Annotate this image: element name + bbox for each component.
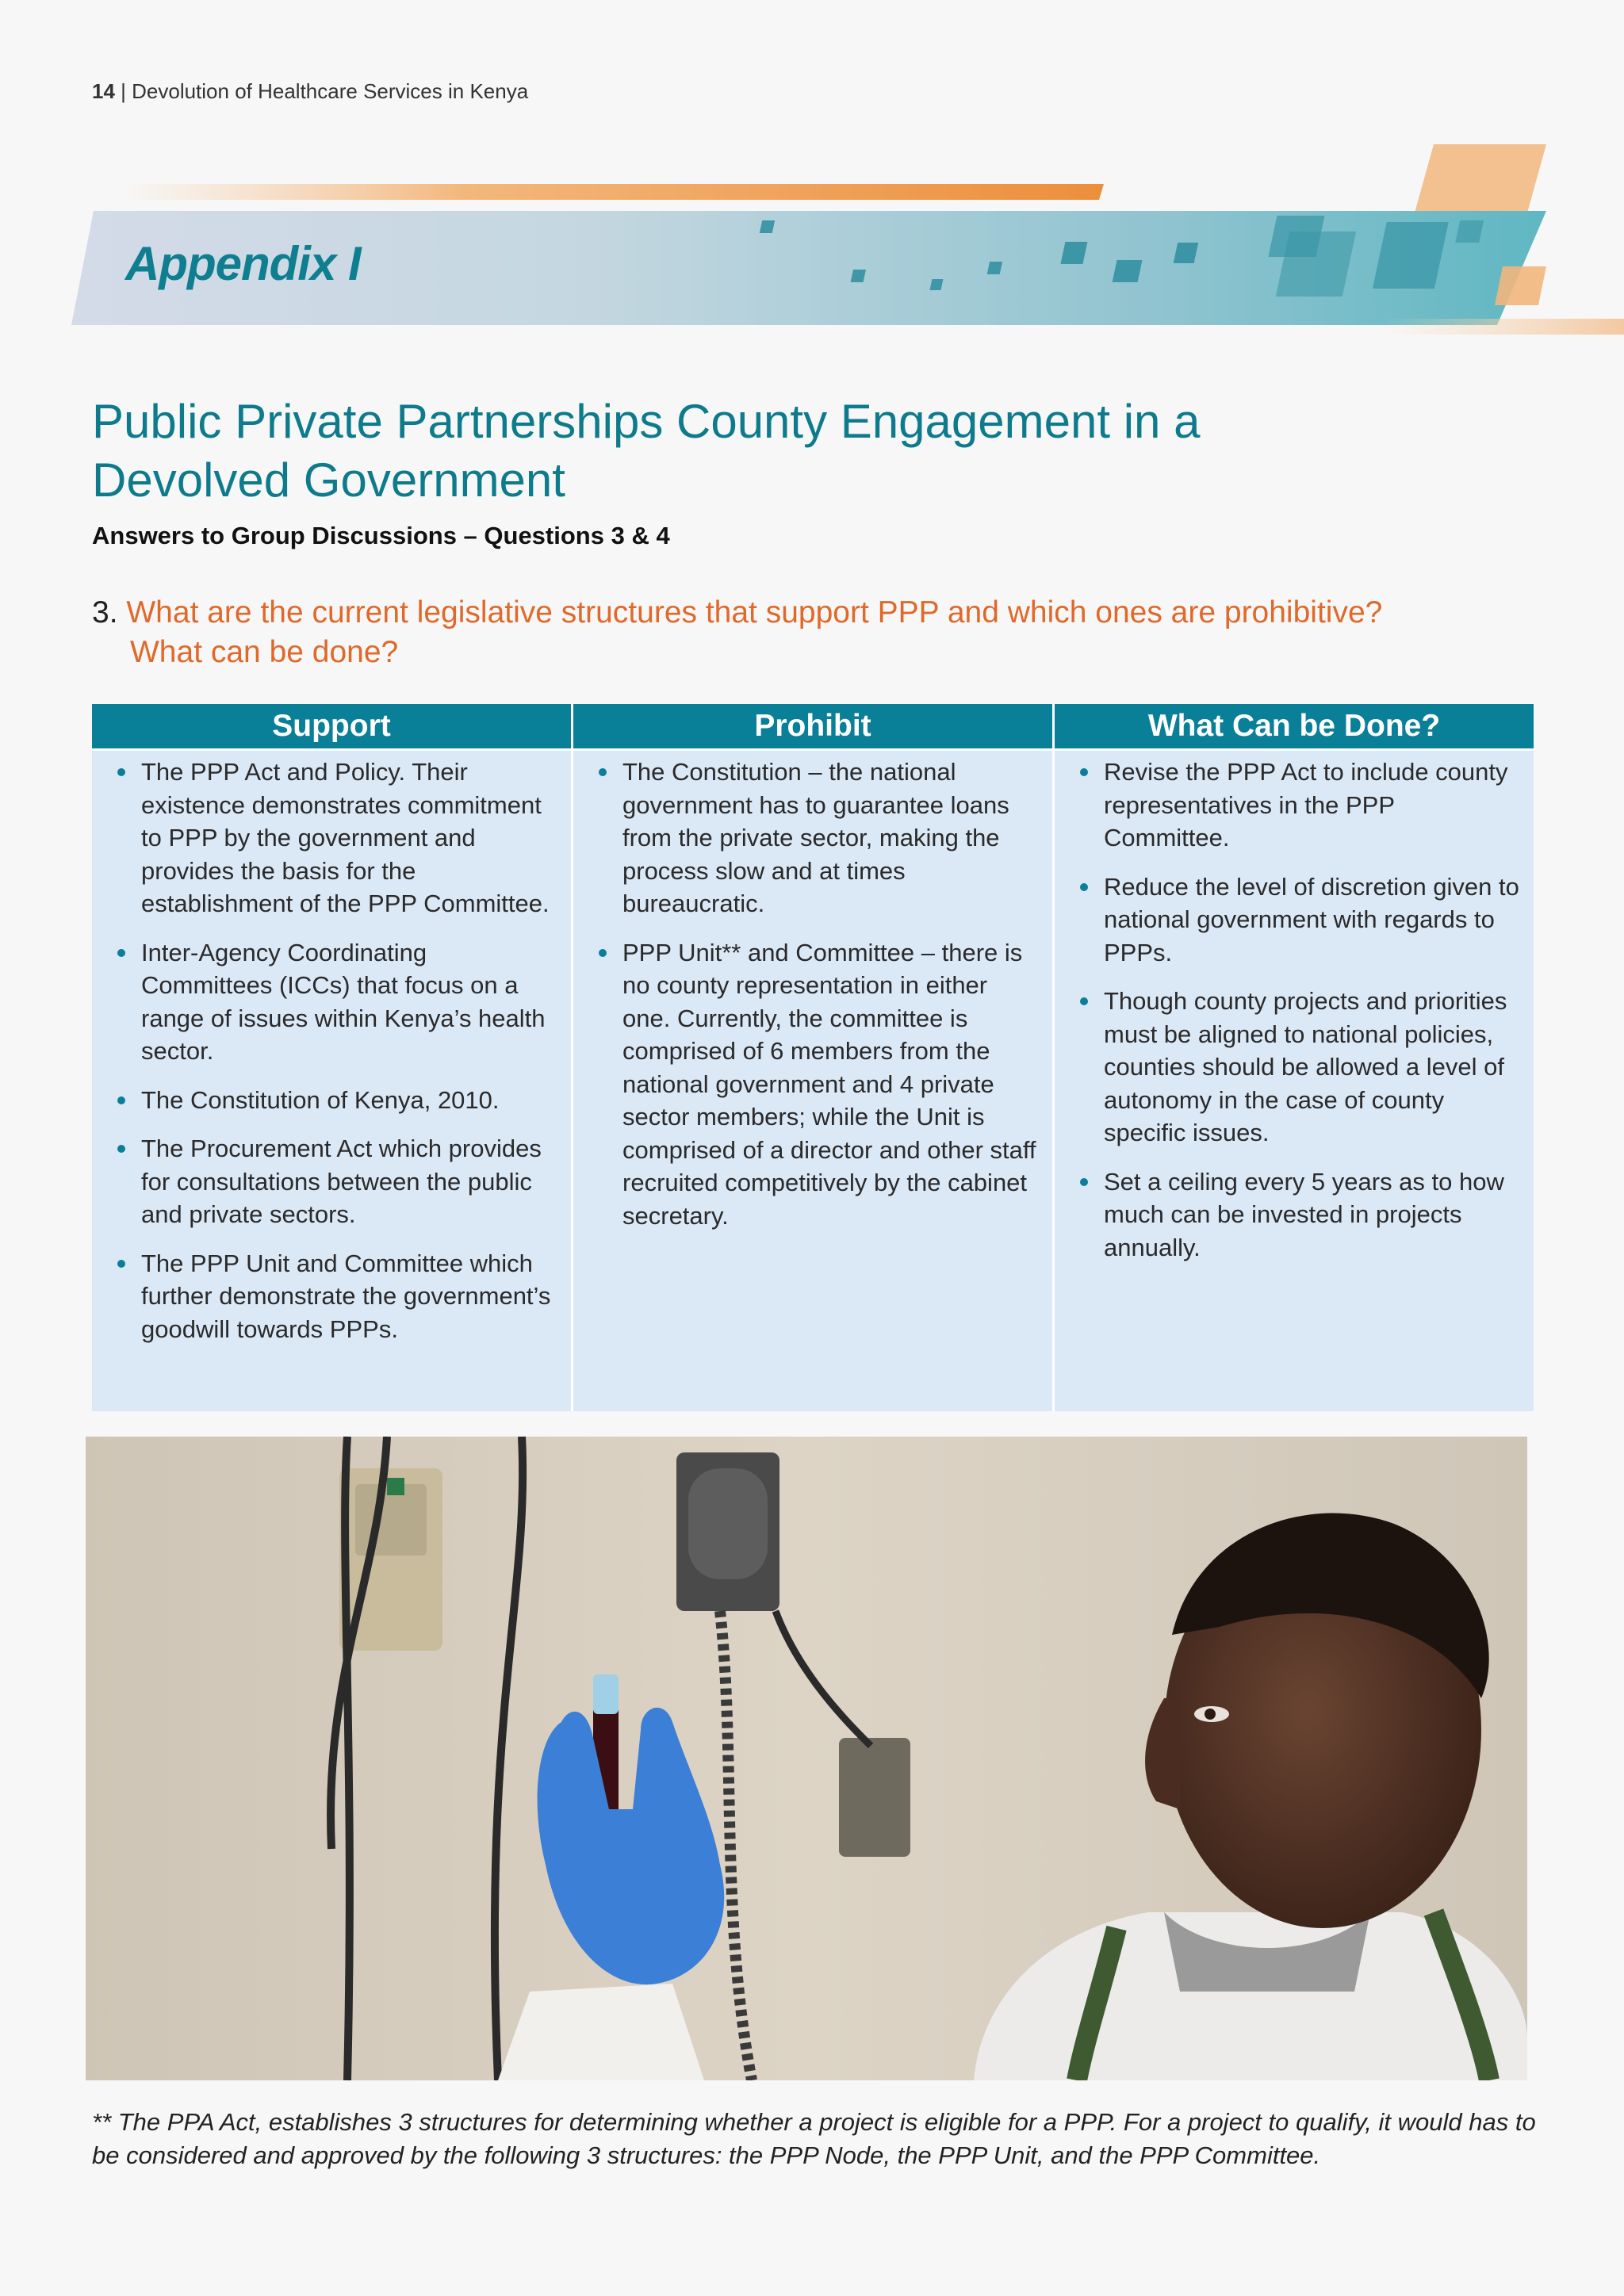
list-item: The Constitution of Kenya, 2010. [105,1084,560,1117]
appendix-title: Appendix I [125,237,361,290]
list-item: Inter-Agency Coordinating Committees (ICCs) that focus on a range of issues within Kenya’s health sector. [105,936,560,1068]
table-header-what-can-be-done: What Can be Done? [1055,704,1534,748]
list-item: The Constitution – the national government has to guarantee loans from the private sector, making the process slow and at times bureaucratic. [586,756,1041,920]
list-item: The Procurement Act which provides for consultations between the public and private sectors. [105,1132,560,1231]
support-list [105,756,560,1345]
footnote: ** The PPA Act, establishes 3 structures for determining whether a project is eligible for a PPP. For a project to qualify, it would has to be considered and approved by the following 3 structures: the PPP Node, the PPP Unit, and the PPP Committee. [92,2108,1536,2169]
list-item: The PPP Act and Policy. Their existence demonstrates commitment to PPP by the government and provides the basis for the establishment of the PPP Committee. [105,756,560,920]
list-item: The PPP Unit and Committee which further demonstrate the government’s goodwill towards PPPs. [105,1247,560,1346]
running-title: Devolution of Healthcare Services in Kenya [132,79,529,103]
lab-technician-photo [86,1437,1527,2080]
running-header [92,79,528,104]
prohibit-list [586,756,1041,1232]
question-number: 3. [92,595,118,629]
list-item: Reduce the level of discretion given to national government with regards to PPPs. [1067,871,1522,970]
header-separator: | [114,79,132,103]
table-header-prohibit: Prohibit [573,704,1052,748]
question-3 [92,593,1551,672]
what-can-be-done-column [1055,751,1534,1411]
list-item: PPP Unit** and Committee – there is no county representation in either one. Currently, the committee is comprised of 6 members from the national government and 4 private sector members; while the Unit is comprised of a director and other staff recruited competitively by the cabinet secretary. [586,936,1041,1233]
list-item: Set a ceiling every 5 years as to how much can be invested in projects annually. [1067,1165,1522,1265]
list-item: Though county projects and priorities must be aligned to national policies, counties should be allowed a level of autonomy in the case of county specific issues. [1067,985,1522,1150]
table-header-support: Support [92,704,571,748]
prohibit-column [573,751,1052,1411]
photo-illustration [86,1437,1527,2080]
what-can-be-done-list [1067,756,1522,1264]
ppp-legislation-table [92,704,1530,1411]
page-title: Public Private Partnerships County Engagement in a Devolved Government [92,395,1201,507]
question-text-line2: What can be done? [130,635,399,669]
section-subtitle: Answers to Group Discussions – Questions 3 & 4 [92,522,670,549]
list-item: Revise the PPP Act to include county representatives in the PPP Committee. [1067,756,1522,855]
support-column [92,751,571,1411]
page-number: 14 [92,79,115,103]
question-text-line1: What are the current legislative structures that support PPP and which ones are prohibitive? [126,595,1383,629]
